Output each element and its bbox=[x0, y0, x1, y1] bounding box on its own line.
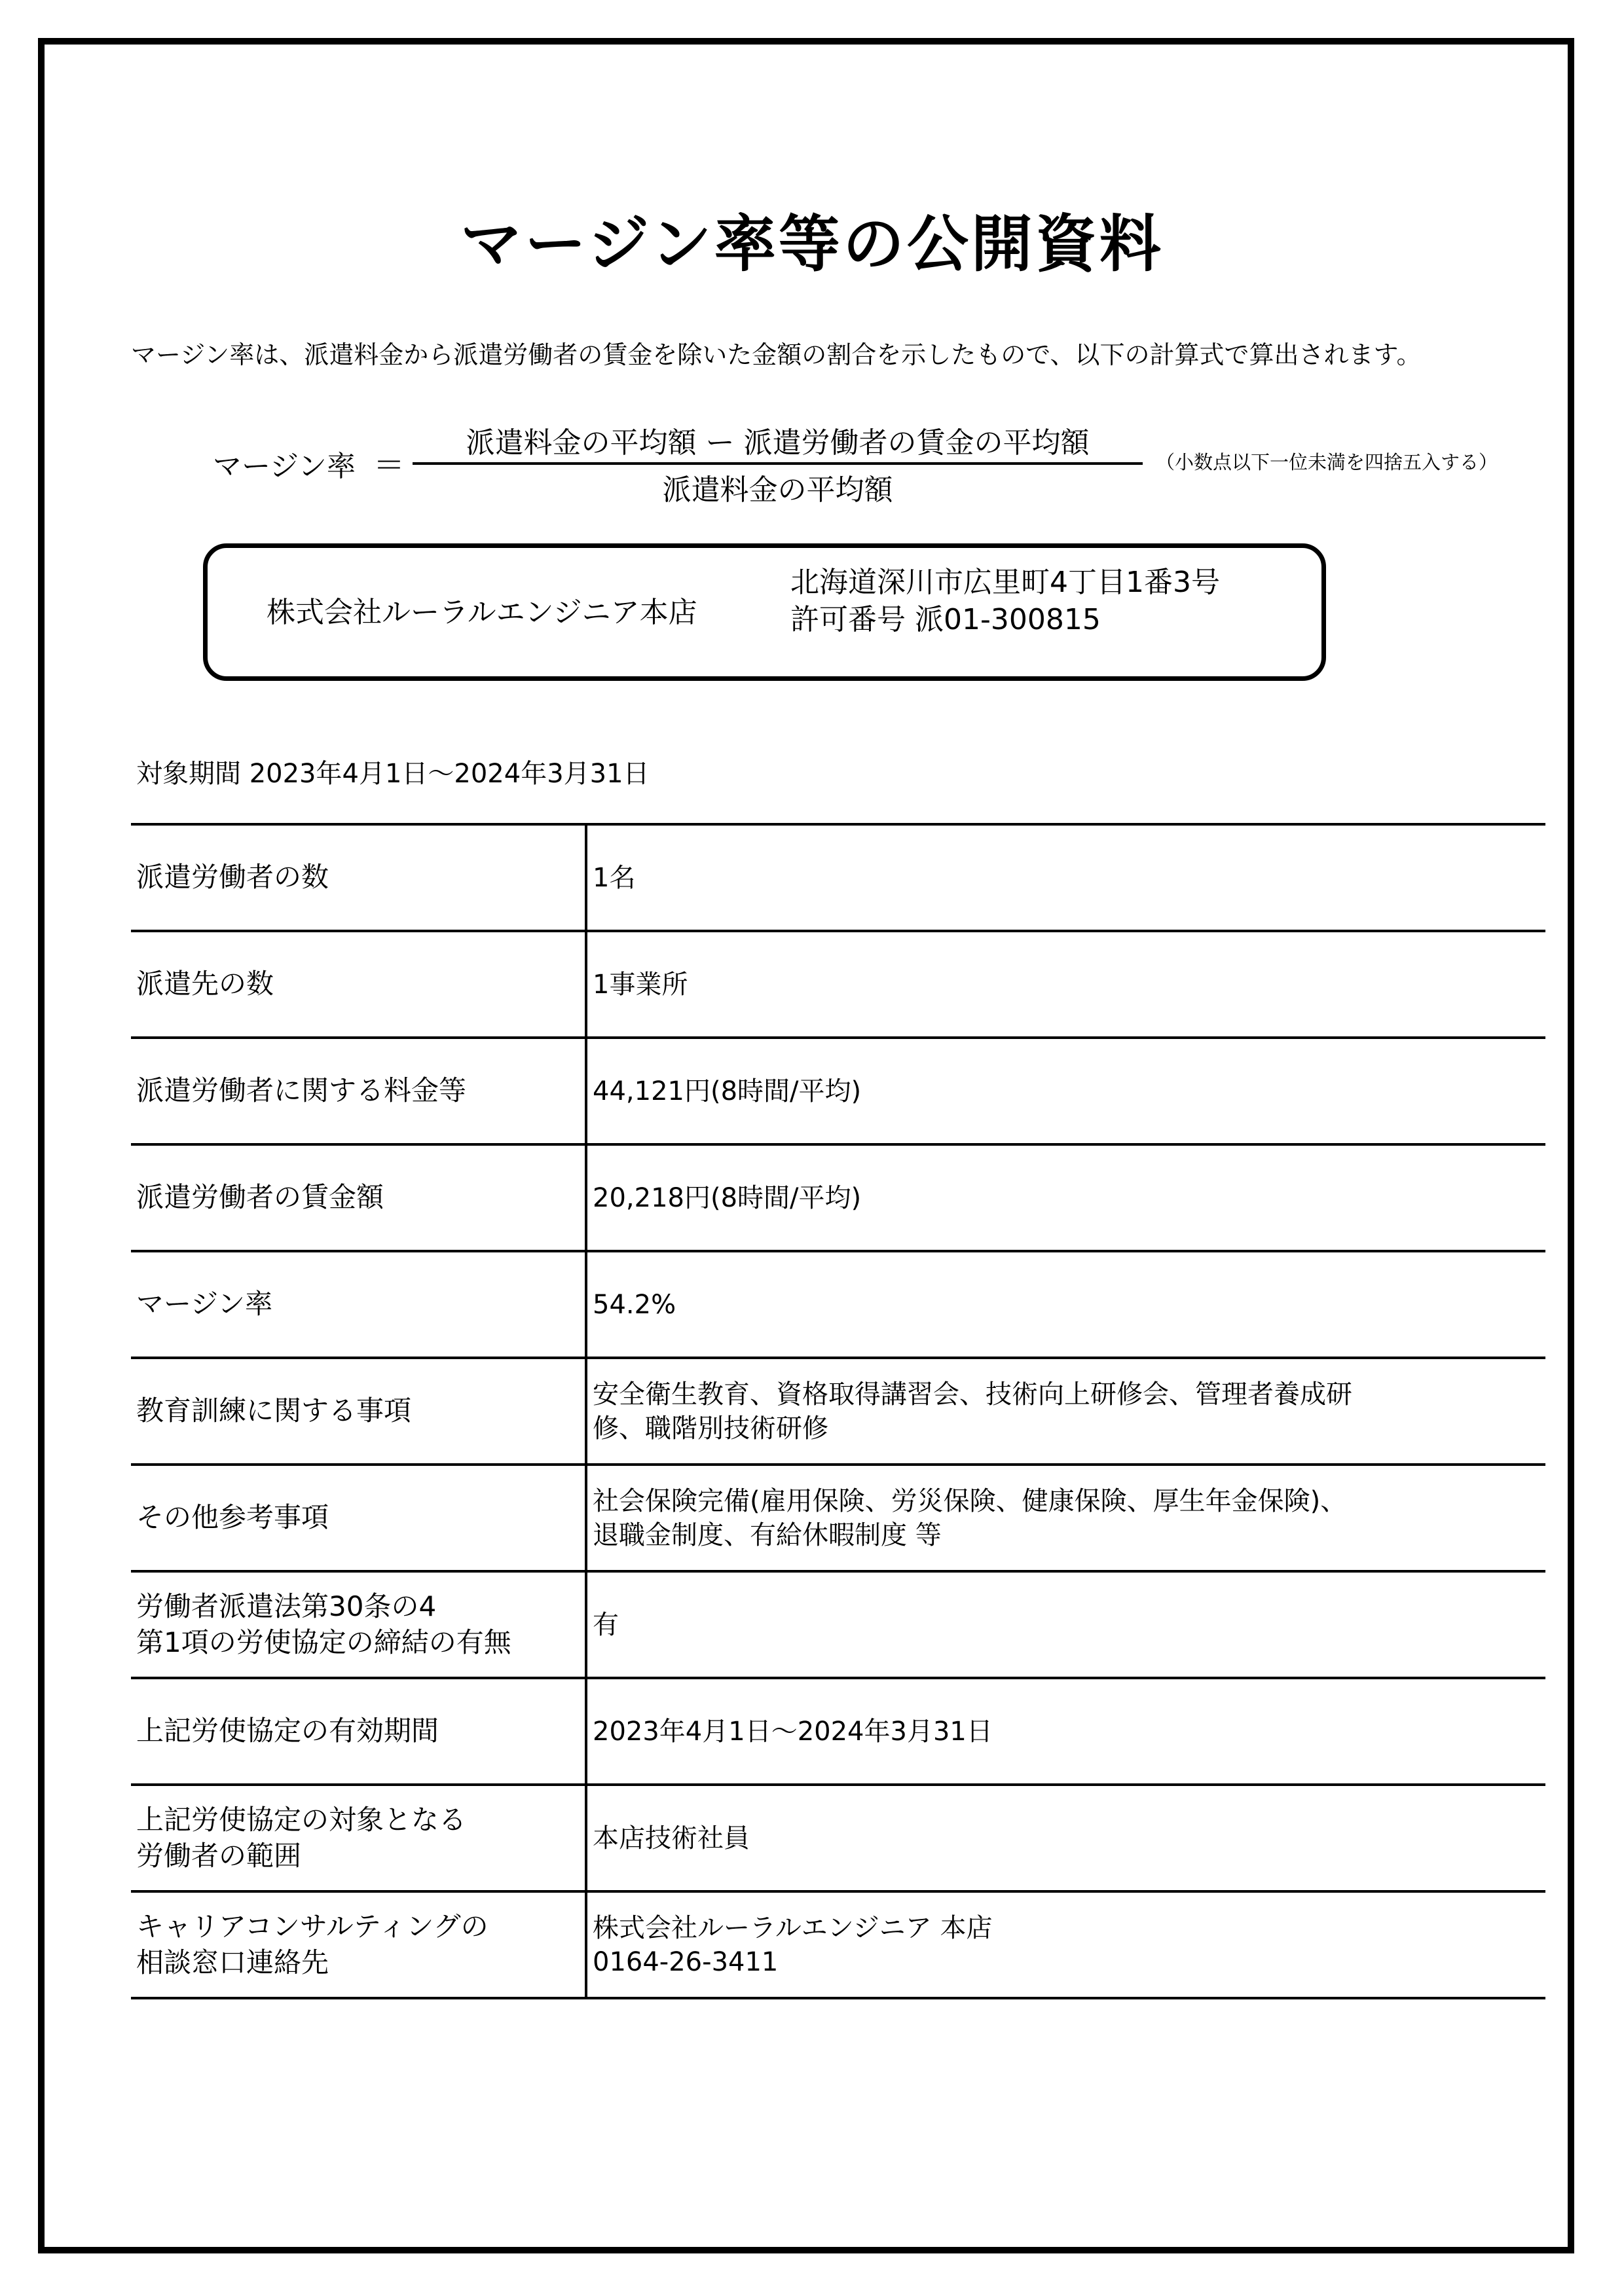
fraction-bar bbox=[413, 462, 1143, 465]
row-label-line: その他参考事項 bbox=[136, 1501, 329, 1534]
row-value-line: 2023年4月1日～2024年3月31日 bbox=[593, 1716, 993, 1747]
row-label-line: 労働者の範囲 bbox=[136, 1839, 302, 1872]
company-name: 株式会社ルーラルエンジニア本店 bbox=[267, 596, 697, 629]
formula-label: マージン率 bbox=[213, 450, 356, 483]
row-label-line: 相談窓口連絡先 bbox=[136, 1946, 329, 1978]
table-row bbox=[131, 1144, 1545, 1251]
row-label-line: 派遣労働者に関する料金等 bbox=[136, 1074, 467, 1107]
table-row bbox=[131, 1251, 1545, 1358]
row-label bbox=[131, 1144, 586, 1251]
row-label bbox=[131, 1571, 586, 1678]
row-value-line: 本店技術社員 bbox=[593, 1823, 750, 1853]
row-label bbox=[131, 1891, 586, 1998]
table-row bbox=[131, 1038, 1545, 1144]
row-value-line: 44,121円(8時間/平均) bbox=[593, 1076, 862, 1106]
row-value bbox=[586, 1038, 1545, 1144]
row-label bbox=[131, 1251, 586, 1358]
row-value-line: 0164-26-3411 bbox=[593, 1946, 779, 1977]
row-label bbox=[131, 931, 586, 1038]
company-info-box bbox=[203, 543, 1326, 681]
formula-numerator: 派遣料金の平均額 ー 派遣労働者の賃金の平均額 bbox=[466, 426, 1090, 460]
row-label-line: 派遣労働者の数 bbox=[136, 861, 329, 894]
row-label-line: 労働者派遣法第30条の4 bbox=[136, 1590, 437, 1622]
row-label-line: 派遣労働者の賃金額 bbox=[136, 1181, 384, 1214]
row-value bbox=[586, 931, 1545, 1038]
table-row bbox=[131, 1358, 1545, 1465]
table-row bbox=[131, 1571, 1545, 1678]
table-row bbox=[131, 931, 1545, 1038]
row-label-line: 派遣先の数 bbox=[136, 968, 274, 1000]
target-period: 対象期間 2023年4月1日～2024年3月31日 bbox=[136, 759, 650, 789]
row-value-line: 20,218円(8時間/平均) bbox=[593, 1182, 862, 1213]
row-label-line: 上記労使協定の有効期間 bbox=[136, 1715, 439, 1747]
row-label-line: 上記労使協定の対象となる bbox=[136, 1803, 467, 1836]
row-label-line: キャリアコンサルティングの bbox=[136, 1910, 489, 1942]
row-value bbox=[586, 1571, 1545, 1678]
row-value bbox=[586, 1358, 1545, 1465]
row-label bbox=[131, 1038, 586, 1144]
row-value bbox=[586, 1144, 1545, 1251]
row-label bbox=[131, 824, 586, 931]
intro-text: マージン率は、派遣料金から派遣労働者の賃金を除いた金額の割合を示したもので、以下の計算式で算出されます。 bbox=[131, 340, 1422, 369]
row-value-line: 退職金制度、有給休暇制度 等 bbox=[593, 1520, 942, 1550]
row-label-line: マージン率 bbox=[136, 1288, 273, 1321]
row-value-line: 社会保険完備(雇用保険、労災保険、健康保険、厚生年金保険)、 bbox=[593, 1485, 1347, 1516]
row-value bbox=[586, 1891, 1545, 1998]
row-label-line: 第1項の労使協定の締結の有無 bbox=[136, 1626, 511, 1658]
row-value bbox=[586, 1251, 1545, 1358]
row-value bbox=[586, 1465, 1545, 1571]
row-label-line: 教育訓練に関する事項 bbox=[136, 1394, 412, 1427]
company-address-block bbox=[790, 564, 1220, 638]
formula-equals: ＝ bbox=[373, 447, 405, 484]
row-label bbox=[131, 1785, 586, 1891]
formula-note: （小数点以下一位未満を四捨五入する） bbox=[1156, 451, 1498, 473]
formula-denominator: 派遣料金の平均額 bbox=[662, 473, 893, 507]
table-row bbox=[131, 824, 1545, 931]
row-value-line: 修、職階別技術研修 bbox=[593, 1413, 828, 1444]
row-value-line: 54.2% bbox=[593, 1289, 676, 1320]
license-number: 許可番号 派01-300815 bbox=[790, 603, 1101, 637]
row-value-line: 安全衛生教育、資格取得講習会、技術向上研修会、管理者養成研 bbox=[593, 1379, 1352, 1410]
row-value-line: 1事業所 bbox=[593, 969, 688, 1000]
disclosure-table bbox=[131, 823, 1545, 1999]
row-value bbox=[586, 1785, 1545, 1891]
table-row bbox=[131, 1891, 1545, 1998]
row-value bbox=[586, 824, 1545, 931]
row-value bbox=[586, 1678, 1545, 1785]
row-value-line: 1名 bbox=[593, 862, 636, 893]
row-label bbox=[131, 1358, 586, 1465]
company-address: 北海道深川市広里町4丁目1番3号 bbox=[790, 566, 1220, 599]
row-label bbox=[131, 1465, 586, 1571]
table-row bbox=[131, 1785, 1545, 1891]
row-label bbox=[131, 1678, 586, 1785]
table-row bbox=[131, 1678, 1545, 1785]
row-value-line: 株式会社ルーラルエンジニア 本店 bbox=[593, 1912, 993, 1943]
page-title: マージン率等の公開資料 bbox=[460, 209, 1164, 280]
row-value-line: 有 bbox=[593, 1609, 619, 1640]
table-row bbox=[131, 1465, 1545, 1571]
